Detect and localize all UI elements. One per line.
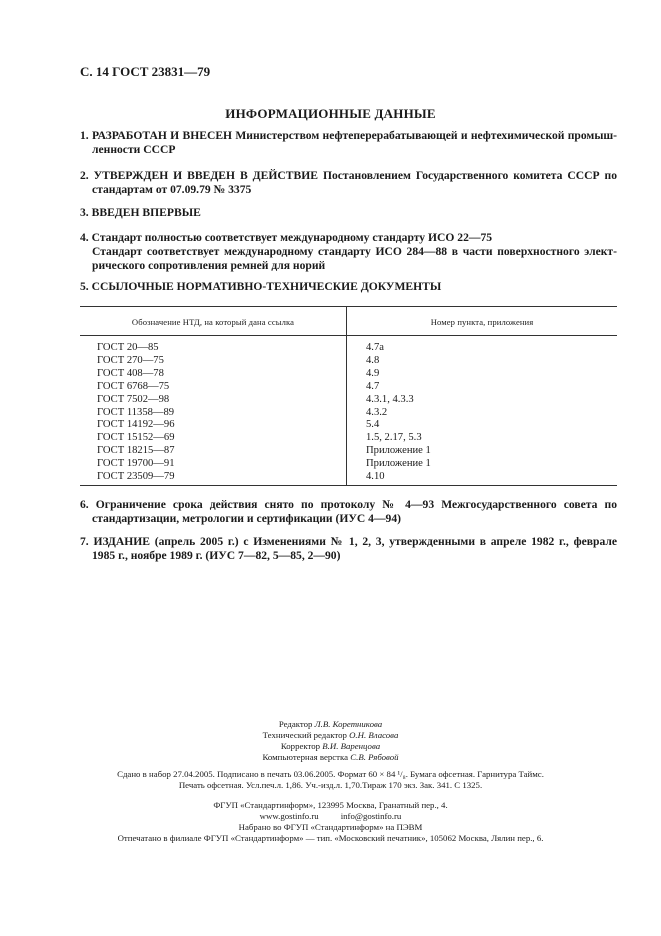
table-cell-clause: 4.10 [366, 471, 385, 482]
table-cell-designation: ГОСТ 408—78 [97, 367, 164, 379]
imprint-block [0, 769, 661, 791]
table-cell-designation: ГОСТ 18215—87 [97, 445, 175, 457]
item-number: 1. [80, 129, 89, 142]
table-cell-clause: 4.7 [366, 380, 380, 392]
item-heading: ССЫЛОЧНЫЕ НОРМАТИВНО-ТЕХНИЧЕСКИЕ ДОКУМЕНТЫ [91, 280, 442, 293]
credits-block [0, 719, 661, 763]
imprint-line-1: Сдано в набор 27.04.2005. Подписано в печать 03.06.2005. Формат 60 × 84 ¹/₈. Бумага офсетная. Гарнитура Таймс. [117, 769, 544, 779]
item-number: 5. [80, 280, 89, 293]
info-item-4 [80, 231, 617, 273]
credits-list [262, 719, 398, 763]
item-number: 2. [80, 169, 89, 182]
table-cell-designation: ГОСТ 11358—89 [97, 406, 175, 418]
item-text-cont: стандартизации, метрологии и сертификации (ИУС 4—94) [92, 512, 402, 525]
table-header-rule [80, 335, 617, 336]
table-cell-clause: Приложение 1 [366, 445, 431, 457]
table-cell-clause: 4.9 [366, 367, 380, 379]
imprint-line-2: Печать офсетная. Усл.печ.л. 1,86. Уч.-изд.л. 1,70.Тираж 170 экз. Зак. 341. С 1325. [178, 780, 483, 790]
credit-line [262, 719, 398, 730]
item-text-cont: 1985 г., ноябре 1989 г. (ИУС 7—82, 5—85, 2—90) [92, 549, 341, 562]
item-number: 7. [80, 535, 89, 548]
item-text: Министерством нефтеперерабатывающей и нефтехимической промыш- [235, 129, 618, 142]
table-cell-designation: ГОСТ 14192—96 [97, 419, 175, 431]
publisher-line-4: Отпечатано в филиале ФГУП «Стандартинформ» — тип. «Московский печатник», 105062 Москва, Лялин пер., 6. [117, 833, 544, 843]
credit-name: С.В. Рябовой [350, 752, 399, 762]
table-cell-clause: 1.5, 2.17, 5.3 [366, 432, 422, 444]
table-cell-designation: ГОСТ 20—85 [97, 342, 159, 353]
credit-line [262, 730, 398, 741]
table-cell-designation: ГОСТ 23509—79 [97, 471, 175, 482]
table-cell-designation: ГОСТ 6768—75 [97, 380, 170, 392]
item-text-cont: Стандарт соответствует международному стандарту ИСО 284—88 в части поверхностного элект- [92, 245, 617, 258]
item-number: 3. [80, 206, 89, 219]
table-cell-clause: 4.8 [366, 354, 380, 366]
table-cell-clause: Приложение 1 [366, 458, 431, 470]
credit-name: Л.В. Коретникова [314, 719, 383, 729]
info-item-3 [80, 206, 617, 220]
item-number: 6. [80, 498, 89, 511]
item-text: Стандарт полностью соответствует международному стандарту ИСО 22—75 [91, 231, 493, 244]
info-item-7 [80, 535, 617, 563]
credit-role: Редактор [278, 719, 313, 729]
table-cell-clause: 4.7а [366, 342, 384, 353]
publisher-line-3: Набрано во ФГУП «Стандартинформ» на ПЭВМ [238, 822, 423, 832]
item-text-cont: ленности СССР [92, 143, 176, 156]
item-text: Постановлением Государственного комитета СССР по [322, 169, 617, 182]
credit-name: В.И. Варенцова [322, 741, 381, 751]
table-cell-designation: ГОСТ 270—75 [97, 354, 164, 366]
credit-role: Технический редактор [262, 730, 347, 740]
table-top-rule [80, 306, 617, 307]
item-text-cont: стандартам от 07.09.79 № 3375 [92, 183, 252, 196]
info-item-6 [80, 498, 617, 526]
credit-role: Компьютерная верстка [262, 752, 349, 762]
publisher-block [0, 800, 661, 844]
table-cell-clause: 5.4 [366, 419, 380, 431]
item-heading: ВВЕДЕН ВПЕРВЫЕ [91, 206, 201, 219]
credit-name: О.Н. Власова [349, 730, 399, 740]
item-text: (апрель 2005 г.) с Изменениями № 1, 2, 3, утвержденными в апреле 1982 г., феврале [154, 535, 617, 548]
info-item-1 [80, 129, 617, 157]
item-heading: УТВЕРЖДЕН И ВВЕДЕН В ДЕЙСТВИЕ [93, 169, 318, 182]
credit-line [262, 741, 398, 752]
publisher-line-2: www.gostinfo.ru info@gostinfo.ru [259, 811, 402, 821]
table-cell-designation: ГОСТ 7502—98 [97, 393, 170, 405]
item-heading: ИЗДАНИЕ [93, 535, 151, 548]
publisher-line-1: ФГУП «Стандартинформ», 123995 Москва, Гранатный пер., 4. [213, 800, 448, 810]
table-cell-clause: 4.3.2 [366, 406, 388, 418]
table-cell-designation: ГОСТ 15152—69 [97, 432, 175, 444]
page-header: С. 14 ГОСТ 23831—79 [80, 64, 211, 79]
credit-role: Корректор [280, 741, 321, 751]
table-header-clause: Номер пункта, приложения [430, 317, 534, 327]
info-item-5 [80, 280, 617, 294]
table-bottom-rule [80, 485, 617, 486]
item-text: Ограничение срока действия снято по протоколу № 4—93 Межгосударственного совета по [95, 498, 617, 511]
credit-line [262, 752, 398, 763]
info-item-2 [80, 169, 617, 197]
item-heading: РАЗРАБОТАН И ВНЕСЕН [91, 129, 233, 142]
table-cell-clause: 4.3.1, 4.3.3 [366, 393, 414, 405]
table-cell-designation: ГОСТ 19700—91 [97, 458, 175, 470]
table-header-designation: Обозначение НТД, на который дана ссылка [131, 317, 295, 327]
item-number: 4. [80, 231, 89, 244]
section-title: ИНФОРМАЦИОННЫЕ ДАННЫЕ [225, 106, 436, 121]
item-text-cont: рического сопротивления ремней для норий [92, 259, 326, 272]
table-column-divider [346, 306, 347, 485]
